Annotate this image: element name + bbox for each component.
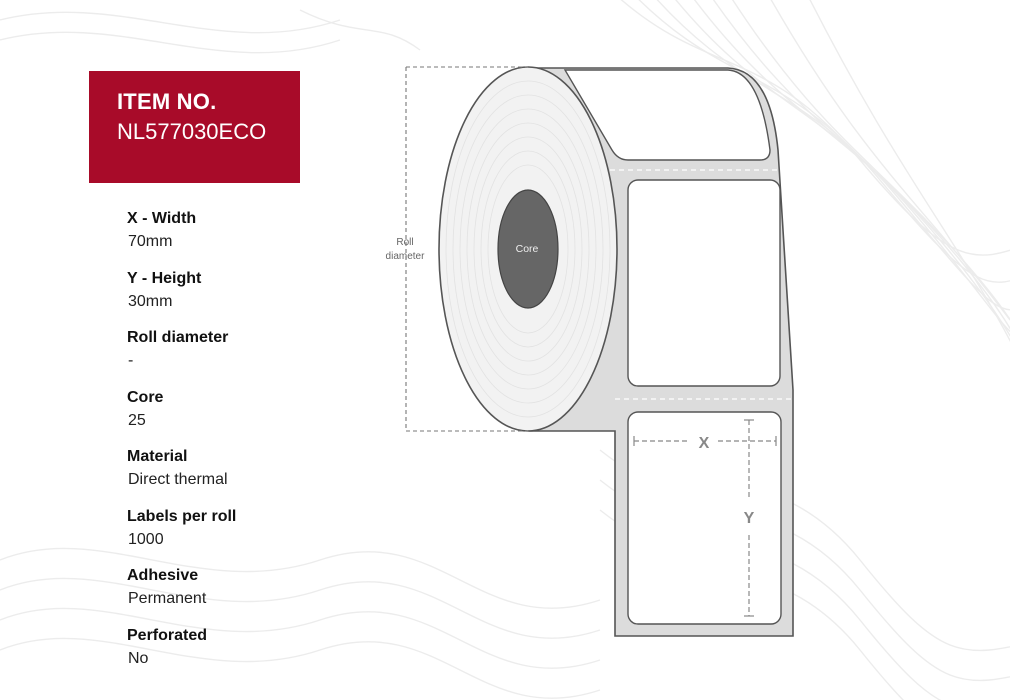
spec-value: Direct thermal	[128, 471, 228, 488]
core-label: Core	[515, 243, 539, 255]
spec-label: Y - Height	[127, 269, 202, 287]
spec-value: -	[128, 352, 134, 369]
spec-adhesive	[127, 565, 387, 625]
spec-label: Roll diameter	[127, 329, 229, 346]
item-number-box	[89, 71, 300, 183]
roll-diameter-label-2: diameter	[385, 251, 425, 262]
roll-diameter-label-1: Roll	[396, 237, 414, 248]
middle-label	[628, 180, 780, 386]
spec-value: 70mm	[128, 233, 173, 250]
spec-value: Permanent	[128, 590, 207, 607]
item-number-value: NL577030ECO	[117, 119, 267, 144]
spec-label: Material	[127, 448, 188, 465]
spec-value: 25	[128, 411, 146, 429]
spec-list	[127, 208, 387, 684]
spec-perforated	[127, 625, 387, 685]
spec-height	[127, 268, 387, 328]
x-label: X	[698, 435, 710, 452]
spec-value: 30mm	[128, 292, 173, 310]
spec-value: No	[128, 649, 149, 667]
spec-value: 1000	[128, 530, 164, 548]
spec-roll-diameter	[127, 327, 387, 387]
spec-label: Core	[127, 388, 164, 406]
spec-material	[127, 446, 387, 506]
item-number-heading: ITEM NO.	[117, 89, 217, 114]
spec-label: X - Width	[127, 210, 197, 227]
spec-label: Perforated	[127, 626, 208, 644]
spec-core	[127, 387, 387, 447]
y-label: Y	[743, 510, 755, 527]
spec-labels-per-roll	[127, 506, 387, 566]
spec-label: Labels per roll	[127, 507, 237, 525]
label-roll-diagram	[370, 55, 810, 655]
spec-width	[127, 208, 387, 268]
spec-label: Adhesive	[127, 567, 199, 584]
